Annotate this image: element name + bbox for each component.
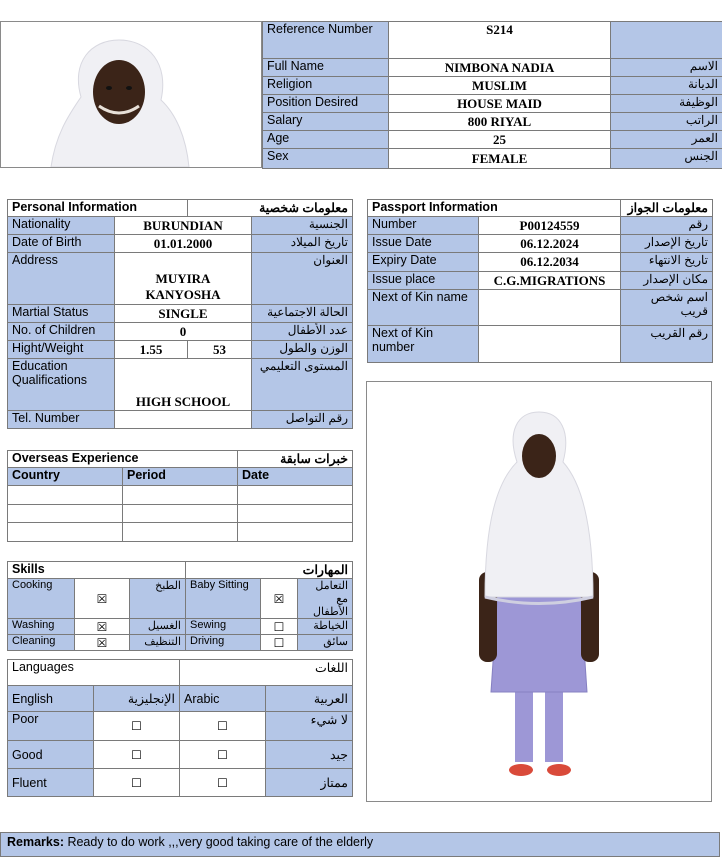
skill-baby-ar: التعامل مع الأطفال <box>298 579 353 619</box>
arabic-good-checkbox[interactable]: ☐ <box>180 741 266 769</box>
passport-title: Passport Information <box>368 200 621 217</box>
skill-sewing: Sewing <box>186 619 261 635</box>
tel-ar: رقم التواصل <box>252 411 353 429</box>
sex-ar: الجنس <box>611 149 722 169</box>
sewing-checkbox[interactable]: ☐ <box>261 619 298 635</box>
lang-arabic: Arabic <box>180 686 266 712</box>
skill-baby: Baby Sitting <box>186 579 261 619</box>
sex-label: Sex <box>263 149 389 169</box>
reference-value: S214 <box>389 22 611 59</box>
overseas-title: Overseas Experience <box>8 451 238 468</box>
english-good-checkbox[interactable]: ☐ <box>94 741 180 769</box>
skill-washing: Washing <box>8 619 75 635</box>
passport-info-table <box>367 199 713 363</box>
table-row <box>8 505 353 523</box>
level-poor: Poor <box>8 712 94 741</box>
reference-label: Reference Number <box>263 22 389 59</box>
languages-title: Languages <box>8 660 180 686</box>
kin-name-ar: اسم شخص قريب <box>621 290 713 326</box>
skill-sewing-ar: الخياطة <box>298 619 353 635</box>
lang-english-ar: الإنجليزية <box>94 686 180 712</box>
nationality-label: Nationality <box>8 217 115 235</box>
issue-date-ar: تاريخ الإصدار <box>621 235 713 253</box>
kin-number-value <box>479 326 621 363</box>
personal-title: Personal Information <box>8 200 188 217</box>
tel-value <box>115 411 252 429</box>
passport-title-ar: معلومات الجواز <box>621 200 713 217</box>
overseas-title-ar: خبرات سابقة <box>238 451 353 468</box>
english-poor-checkbox[interactable]: ☐ <box>94 712 180 741</box>
marital-value: SINGLE <box>115 305 252 323</box>
remarks-text: Ready to do work ,,,very good taking care of the elderly <box>63 835 374 849</box>
personal-title-ar: معلومات شخصية <box>188 200 353 217</box>
skill-cooking: Cooking <box>8 579 75 619</box>
religion-ar: الديانة <box>611 77 722 95</box>
children-label: No. of Children <box>8 323 115 341</box>
passport-number-ar: رقم <box>621 217 713 235</box>
salary-value: 800 RIYAL <box>389 113 611 131</box>
english-fluent-checkbox[interactable]: ☐ <box>94 769 180 797</box>
marital-label: Martial Status <box>8 305 115 323</box>
table-row <box>8 486 353 505</box>
dob-label: Date of Birth <box>8 235 115 253</box>
overseas-table <box>7 450 353 542</box>
religion-value: MUSLIM <box>389 77 611 95</box>
personal-info-table <box>7 199 353 429</box>
nationality-value: BURUNDIAN <box>115 217 252 235</box>
issue-place-ar: مكان الإصدار <box>621 272 713 290</box>
arabic-poor-checkbox[interactable]: ☐ <box>180 712 266 741</box>
expiry-date-ar: تاريخ الانتهاء <box>621 253 713 272</box>
level-fluent: Fluent <box>8 769 94 797</box>
fullname-label: Full Name <box>263 59 389 77</box>
baby-checkbox[interactable]: ☒ <box>261 579 298 619</box>
skills-title-ar: المهارات <box>186 562 353 579</box>
position-ar: الوظيفة <box>611 95 722 113</box>
lang-english: English <box>8 686 94 712</box>
expiry-date-value: 06.12.2034 <box>479 253 621 272</box>
level-good: Good <box>8 741 94 769</box>
age-ar: العمر <box>611 131 722 149</box>
marital-ar: الحالة الاجتماعية <box>252 305 353 323</box>
fullname-ar: الاسم <box>611 59 722 77</box>
nationality-ar: الجنسية <box>252 217 353 235</box>
position-label: Position Desired <box>263 95 389 113</box>
col-date: Date <box>238 468 353 486</box>
level-fluent-ar: ممتاز <box>266 769 353 797</box>
weight-value: 53 <box>188 341 252 359</box>
religion-label: Religion <box>263 77 389 95</box>
skill-washing-ar: الغسيل <box>130 619 186 635</box>
languages-table <box>7 659 353 797</box>
address-ar: العنوان <box>252 253 353 305</box>
age-value: 25 <box>389 131 611 149</box>
driving-checkbox[interactable]: ☐ <box>261 635 298 651</box>
full-body-photo <box>366 381 712 802</box>
position-value: HOUSE MAID <box>389 95 611 113</box>
passport-number-label: Number <box>368 217 479 235</box>
level-good-ar: جيد <box>266 741 353 769</box>
headshot-photo <box>0 21 262 168</box>
kin-name-label: Next of Kin name <box>368 290 479 326</box>
issue-place-label: Issue place <box>368 272 479 290</box>
remarks-bar <box>0 832 720 857</box>
reference-ar <box>611 22 722 59</box>
col-period: Period <box>123 468 238 486</box>
edu-ar: المستوى التعليمي <box>252 359 353 411</box>
cooking-checkbox[interactable]: ☒ <box>75 579 130 619</box>
issue-place-value: C.G.MIGRATIONS <box>479 272 621 290</box>
sex-value: FEMALE <box>389 149 611 169</box>
cleaning-checkbox[interactable]: ☒ <box>75 635 130 651</box>
level-poor-ar: لا شيء <box>266 712 353 741</box>
edu-label: Education Qualifications <box>8 359 115 411</box>
kin-number-ar: رقم القريب <box>621 326 713 363</box>
dob-value: 01.01.2000 <box>115 235 252 253</box>
arabic-fluent-checkbox[interactable]: ☐ <box>180 769 266 797</box>
expiry-date-label: Expiry Date <box>368 253 479 272</box>
address-label: Address <box>8 253 115 305</box>
washing-checkbox[interactable]: ☒ <box>75 619 130 635</box>
children-ar: عدد الأطفال <box>252 323 353 341</box>
edu-value: HIGH SCHOOL <box>115 359 252 411</box>
address-value: MUYIRA KANYOSHA <box>115 253 252 305</box>
height-value: 1.55 <box>115 341 188 359</box>
top-info-table <box>262 21 722 169</box>
hw-ar: الوزن والطول <box>252 341 353 359</box>
kin-number-label: Next of Kin number <box>368 326 479 363</box>
skill-driving-ar: سائق <box>298 635 353 651</box>
skill-cleaning: Cleaning <box>8 635 75 651</box>
table-row <box>8 523 353 542</box>
skill-cooking-ar: الطبخ <box>130 579 186 619</box>
age-label: Age <box>263 131 389 149</box>
salary-label: Salary <box>263 113 389 131</box>
languages-title-ar: اللغات <box>180 660 353 686</box>
passport-number-value: P00124559 <box>479 217 621 235</box>
fullname-value: NIMBONA NADIA <box>389 59 611 77</box>
dob-ar: تاريخ الميلاد <box>252 235 353 253</box>
skills-title: Skills <box>8 562 186 579</box>
remarks-label: Remarks: <box>7 835 64 849</box>
issue-date-value: 06.12.2024 <box>479 235 621 253</box>
salary-ar: الراتب <box>611 113 722 131</box>
hw-label: Hight/Weight <box>8 341 115 359</box>
skill-cleaning-ar: التنظيف <box>130 635 186 651</box>
col-country: Country <box>8 468 123 486</box>
kin-name-value <box>479 290 621 326</box>
skills-table <box>7 561 353 651</box>
issue-date-label: Issue Date <box>368 235 479 253</box>
lang-arabic-ar: العربية <box>266 686 353 712</box>
tel-label: Tel. Number <box>8 411 115 429</box>
children-value: 0 <box>115 323 252 341</box>
skill-driving: Driving <box>186 635 261 651</box>
